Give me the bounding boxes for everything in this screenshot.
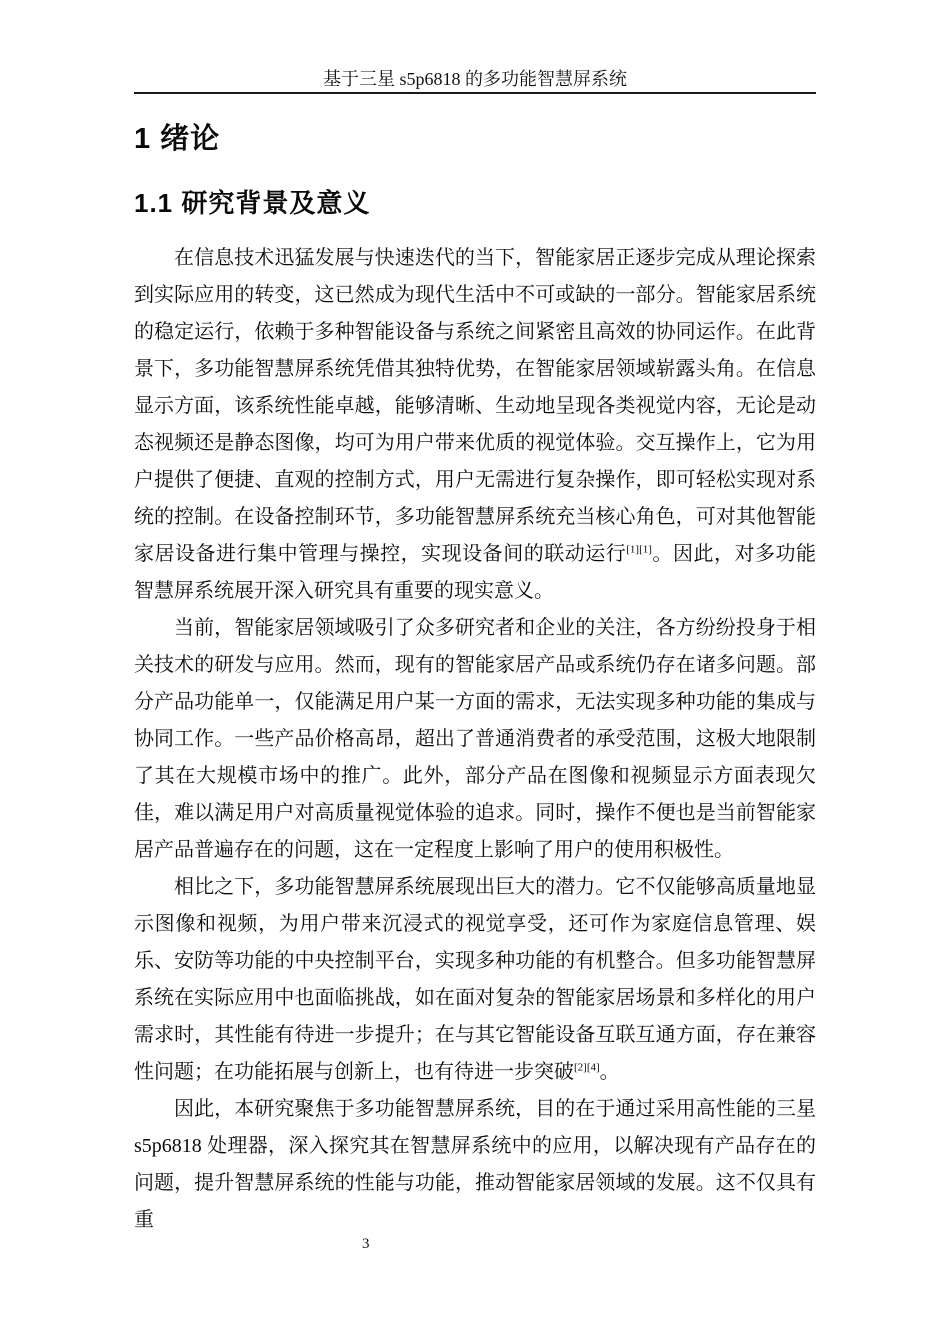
paragraph-2-text: 当前，智能家居领域吸引了众多研究者和企业的关注，各方纷纷投身于相关技术的研发与应用。然而，现有的智能家居产品或系统仍存在诸多问题。部分产品功能单一，仅能满足用户某一方面的需求，无法实现多种功能的集成与协同工作。一些产品价格高昂，超出了普通消费者的承受范围，这极大地限制了其在大规模市场中的推广。此外，部分产品在图像和视频显示方面表现欠佳，难以满足用户对高质量视觉体验的追求。同时，操作不便也是当前智能家居产品普遍存在的问题，这在一定程度上影响了用户的使用积极性。 xyxy=(134,617,816,861)
body-text xyxy=(134,240,816,1239)
citation-ref-2: [2][4] xyxy=(574,1061,600,1074)
paragraph-3-text-end: 。 xyxy=(599,1061,620,1083)
citation-ref-1: [1][1] xyxy=(626,543,652,556)
paragraph-4-text: 因此，本研究聚焦于多功能智慧屏系统，目的在于通过采用高性能的三星 s5p6818 处理器，深入探究其在智慧屏系统中的应用，以解决现有产品存在的问题，提升智慧屏系统的性能与功能，推动智能家居领域的发展。这不仅具有重 xyxy=(134,1098,816,1231)
paragraph-1-text-end: 。因此，对多功能智慧屏系统展开深入研究具有重要的现实意义。 xyxy=(134,543,817,602)
chapter-heading: 1 绪论 xyxy=(134,123,221,155)
paragraph-1 xyxy=(134,240,816,610)
paragraph-3-text: 相比之下，多功能智慧屏系统展现出巨大的潜力。它不仅能够高质量地显示图像和视频，为用户带来沉浸式的视觉享受，还可作为家庭信息管理、娱乐、安防等功能的中央控制平台，实现多种功能的有机整合。但多功能智慧屏系统在实际应用中也面临挑战，如在面对复杂的智能家居场景和多样化的用户需求时，其性能有待进一步提升；在与其它智能设备互联互通方面，存在兼容性问题；在功能拓展与创新上，也有待进一步突破 xyxy=(134,876,816,1083)
page-header xyxy=(134,0,816,94)
page-number: 3 xyxy=(362,1236,370,1252)
running-head-title: 基于三星 s5p6818 的多功能智慧屏系统 xyxy=(322,69,627,89)
paragraph-4 xyxy=(134,1091,816,1239)
paragraph-2 xyxy=(134,610,816,869)
section-heading: 1.1 研究背景及意义 xyxy=(134,188,371,218)
paragraph-3 xyxy=(134,869,816,1091)
text-column xyxy=(134,0,816,1239)
paragraph-1-text: 在信息技术迅猛发展与快速迭代的当下，智能家居正逐步完成从理论探索到实际应用的转变，这已然成为现代生活中不可或缺的一部分。智能家居系统的稳定运行，依赖于多种智能设备与系统之间紧密且高效的协同运作。在此背景下，多功能智慧屏系统凭借其独特优势，在智能家居领域崭露头角。在信息显示方面，该系统性能卓越，能够清晰、生动地呈现各类视觉内容，无论是动态视频还是静态图像，均可为用户带来优质的视觉体验。交互操作上，它为用户提供了便捷、直观的控制方式，用户无需进行复杂操作，即可轻松实现对系统的控制。在设备控制环节，多功能智慧屏系统充当核心角色，可对其他智能家居设备进行集中管理与操控，实现设备间的联动运行 xyxy=(134,247,816,565)
